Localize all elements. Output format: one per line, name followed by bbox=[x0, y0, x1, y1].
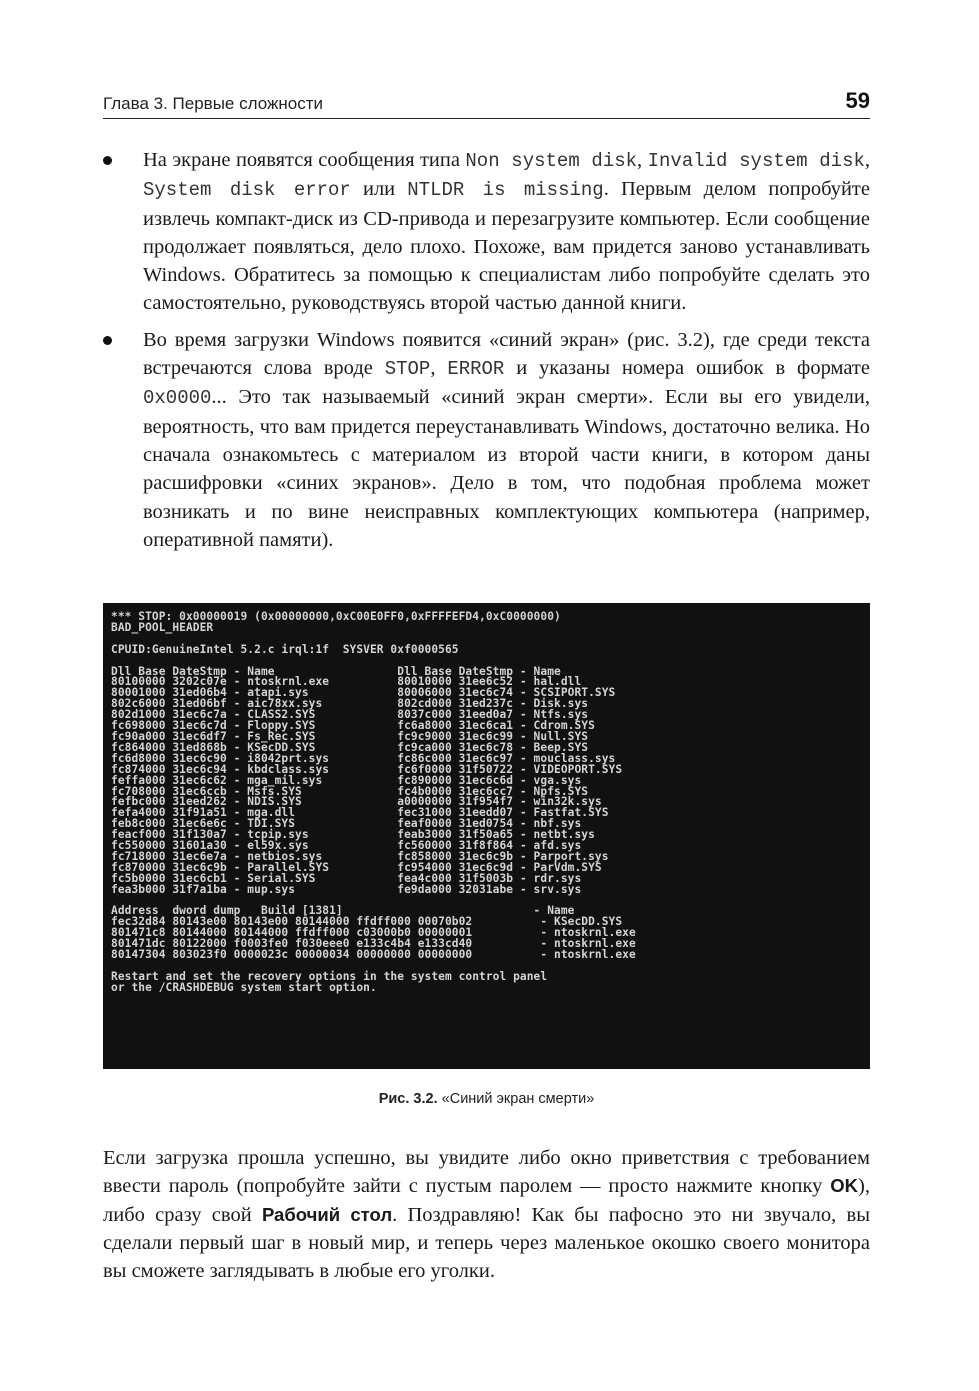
text-run: , bbox=[637, 149, 648, 171]
ui-term: Рабочий стол bbox=[261, 1203, 393, 1225]
code-term: 0x0000 bbox=[143, 387, 212, 410]
bullet-item bbox=[103, 326, 870, 554]
text-run: ), либо сразу свой bbox=[103, 1175, 870, 1226]
code-term: System disk error bbox=[143, 179, 351, 202]
page-number: 59 bbox=[845, 88, 870, 113]
page-header bbox=[103, 88, 870, 119]
bsod-screenshot bbox=[103, 603, 870, 1069]
bullet-text bbox=[143, 329, 870, 551]
text-run: На экране появятся сообщения типа bbox=[143, 149, 466, 171]
code-term: NTLDR is missing bbox=[407, 179, 604, 202]
bullet-item bbox=[103, 146, 870, 318]
caption-text: «Синий экран смерти» bbox=[437, 1091, 595, 1107]
figure-caption bbox=[103, 1091, 870, 1107]
text-run: или bbox=[350, 178, 408, 201]
ui-term: OK bbox=[830, 1175, 859, 1197]
text-run: . Поздравляю! Как бы пафосно это ни звучало, вы сделали первый шаг в новый мир, и теперь через маленькое окошко своего монитора вы сможете заглядывать в любые его уголки. bbox=[103, 1203, 870, 1283]
text-run: . Первым делом попробуйте извлечь компакт-диск из CD-привода и перезагрузите компьютер. Если сообщение продолжает появляться, дело плохо. Похоже, вам придется заново устанавливать Windows. Обратитесь за помощью к специалистам либо попробуйте сделать это самостоятельно, руководствуясь второй частью данной книги. bbox=[143, 178, 870, 315]
text-run: Во время загрузки Windows появится «синий экран» (рис. 3.2), где среди текста встречаются слова вроде bbox=[143, 328, 870, 380]
text-run: ... Это так называемый «синий экран смерти». Если вы его увидели, вероятность, что вам придется переустанавливать Windows, достаточно велика. Но сначала ознакомьтесь с материалом из второй части книги, в котором даны расшифровки «синих экранов». Дело в том, что подобная проблема может возникать и по вине неисправных комплектующих компьютера (например, оперативной памяти). bbox=[143, 386, 870, 551]
code-term: Non system disk bbox=[465, 150, 638, 172]
running-title: Глава 3. Первые сложности bbox=[103, 94, 323, 113]
text-run: , bbox=[430, 357, 448, 380]
caption-label: Рис. 3.2. bbox=[378, 1091, 438, 1107]
code-term: ERROR bbox=[447, 358, 505, 381]
text-run: Если загрузка прошла успешно, вы увидите либо окно приветствия с требованием ввести пароль (попробуйте зайти с пустым паролем — просто нажмите кнопку bbox=[103, 1147, 870, 1198]
bullet-list bbox=[103, 146, 870, 562]
text-run: , bbox=[864, 149, 870, 171]
bsod-text: *** STOP: 0x00000019 (0x00000000,0xC00E0FF0,0xFFFFEFD4,0xC0000000) BAD_POOL_HEADER CPUID:GenuineIntel 5.2.c irql:1f SYSVER 0xf0000565 Dll Base DateStmp - Name Dll Base DateStmp - Name 80100000 3202c07e - ntoskrnl.exe 80010000 31ee6c52 - hal.dll 80001000 31ed06b4 - atapi.sys 80006000 31ec6c74 - SCSIPORT.SYS 802c6000 31ed06bf - aic78xx.sys 802cd000 31ed237c - Disk.sys 802d1000 31ec6c7a - CLASS2.SYS 8037c000 31eed0a7 - Ntfs.sys fc698000 31ec6c7d - Floppy.SYS fc6a8000 31ec6ca1 - Cdrom.SYS fc90a000 31ec6df7 - Fs_Rec.SYS fc9c9000 31ec6c99 - Null.SYS fc864000 31ed868b - KSecDD.SYS fc9ca000 31ec6c78 - Beep.SYS fc6d8000 31ec6c90 - i8042prt.sys fc86c000 31ec6c97 - mouclass.sys fc874000 31ec6c94 - kbdclass.sys fc6f0000 31f50722 - VIDEOPORT.SYS feffa000 31ec6c62 - mga_mil.sys fc890000 31ec6c6d - vga.sys fc708000 31ec6ccb - Msfs.SYS fc4b0000 31ec6cc7 - Npfs.SYS fefbc000 31eed262 - NDIS.SYS a0000000 31f954f7 - win32k.sys fefa4000 31f91a51 - mga.dll fec31000 31eedd07 - Fastfat.SYS feb8c000 31ec6e6c - TDI.SYS feaf0000 31ed0754 - nbf.sys feacf000 31f130a7 - tcpip.sys feab3000 31f50a65 - netbt.sys fc550000 31601a30 - el59x.sys fc560000 31f8f864 - afd.sys fc718000 31ec6e7a - netbios.sys fc858000 31ec6c9b - Parport.sys fc870000 31ec6c9b - Parallel.SYS fc954000 31ec6c9d - ParVdm.SYS fc5b0000 31ec6cb1 - Serial.SYS fea4c000 31f5003b - rdr.sys fea3b000 31f7a1ba - mup.sys fe9da000 32031abe - srv.sys Address dword dump Build [1381] - Name fec32d84 80143e00 80143e00 80144000 ffdff000 00070b02 - KSecDD.SYS 801471c8 80144000 80144000 ffdff000 c03000b0 00000001 - ntoskrnl.exe 801471dc 80122000 f0003fe0 f030eee0 e133c4b4 e133cd40 - ntoskrnl.exe 80147304 803023f0 0000023c 00000034 00000000 00000000 - ntoskrnl.exe Restart and set the recovery options in the system control panel or the /CRASHDEBUG system start option. bbox=[111, 610, 636, 994]
body-paragraph bbox=[103, 1144, 870, 1285]
text-run: и указаны номера ошибок в формате bbox=[504, 357, 870, 380]
bullet-icon bbox=[103, 156, 112, 165]
code-term: Invalid system disk bbox=[647, 150, 865, 172]
bullet-icon bbox=[103, 336, 112, 345]
bullet-text bbox=[143, 149, 870, 314]
code-term: STOP bbox=[384, 358, 431, 381]
